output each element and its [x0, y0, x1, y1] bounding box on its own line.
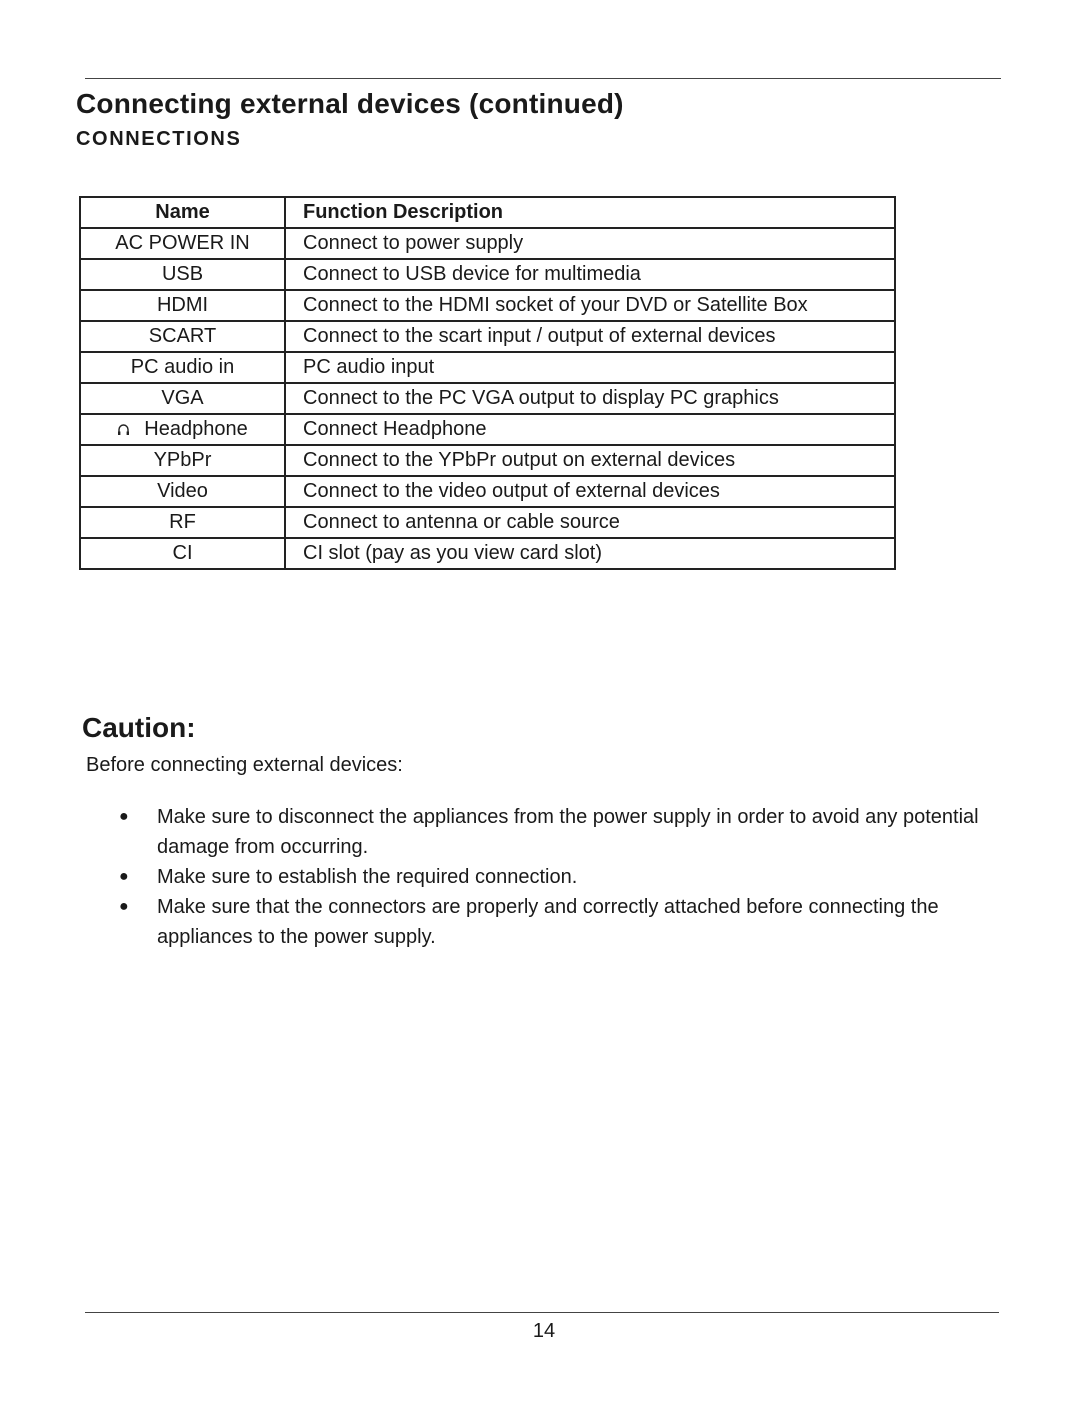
table-row	[80, 290, 895, 321]
headphone-icon	[117, 423, 130, 436]
table-row	[80, 321, 895, 352]
connector-name: HDMI	[80, 290, 285, 321]
connector-name: USB	[80, 259, 285, 290]
connector-name: RF	[80, 507, 285, 538]
connections-table	[79, 196, 896, 570]
connector-name: AC POWER IN	[80, 228, 285, 259]
bottom-divider	[85, 1312, 999, 1313]
bullet-icon: ●	[119, 898, 129, 915]
table-row	[80, 352, 895, 383]
column-header-function: Function Description	[285, 197, 895, 228]
table-row	[80, 445, 895, 476]
connector-description: Connect Headphone	[285, 414, 895, 445]
connector-name: SCART	[80, 321, 285, 352]
connector-name: PC audio in	[80, 352, 285, 383]
connector-description: Connect to the scart input / output of external devices	[285, 321, 895, 352]
list-item	[116, 802, 996, 862]
connector-description: Connect to antenna or cable source	[285, 507, 895, 538]
list-item	[116, 892, 996, 952]
connector-name: Headphone	[144, 418, 248, 440]
connector-description: Connect to the YPbPr output on external devices	[285, 445, 895, 476]
caution-list	[116, 802, 996, 952]
connector-description: PC audio input	[285, 352, 895, 383]
connector-description: Connect to the video output of external devices	[285, 476, 895, 507]
table-row	[80, 538, 895, 569]
connector-name: Video	[80, 476, 285, 507]
table-row	[80, 507, 895, 538]
connector-name: CI	[80, 538, 285, 569]
connector-description: Connect to the HDMI socket of your DVD or Satellite Box	[285, 290, 895, 321]
connector-name: YPbPr	[80, 445, 285, 476]
top-divider	[85, 78, 1001, 79]
bullet-icon: ●	[119, 808, 129, 825]
connector-name-cell	[80, 414, 285, 445]
list-item	[116, 862, 996, 892]
page-title: Connecting external devices (continued)	[76, 88, 624, 119]
page-number: 14	[532, 1320, 556, 1342]
bullet-icon: ●	[119, 868, 129, 885]
table-row	[80, 476, 895, 507]
connector-description: Connect to USB device for multimedia	[285, 259, 895, 290]
caution-heading: Caution:	[82, 712, 196, 743]
connector-description: Connect to power supply	[285, 228, 895, 259]
table-row	[80, 383, 895, 414]
connector-description: CI slot (pay as you view card slot)	[285, 538, 895, 569]
list-item-text: Make sure that the connectors are properly and correctly attached before connecting the appliances to the power supply.	[157, 896, 939, 948]
column-header-name: Name	[80, 197, 285, 228]
table-row	[80, 228, 895, 259]
table-row	[80, 414, 895, 445]
table-header-row	[80, 197, 895, 228]
table-row	[80, 259, 895, 290]
section-heading: CONNECTIONS	[76, 128, 242, 150]
connector-description: Connect to the PC VGA output to display PC graphics	[285, 383, 895, 414]
list-item-text: Make sure to establish the required connection.	[157, 866, 578, 888]
connector-name: VGA	[80, 383, 285, 414]
list-item-text: Make sure to disconnect the appliances from the power supply in order to avoid any potential damage from occurring.	[157, 806, 979, 858]
caution-intro: Before connecting external devices:	[86, 754, 403, 776]
